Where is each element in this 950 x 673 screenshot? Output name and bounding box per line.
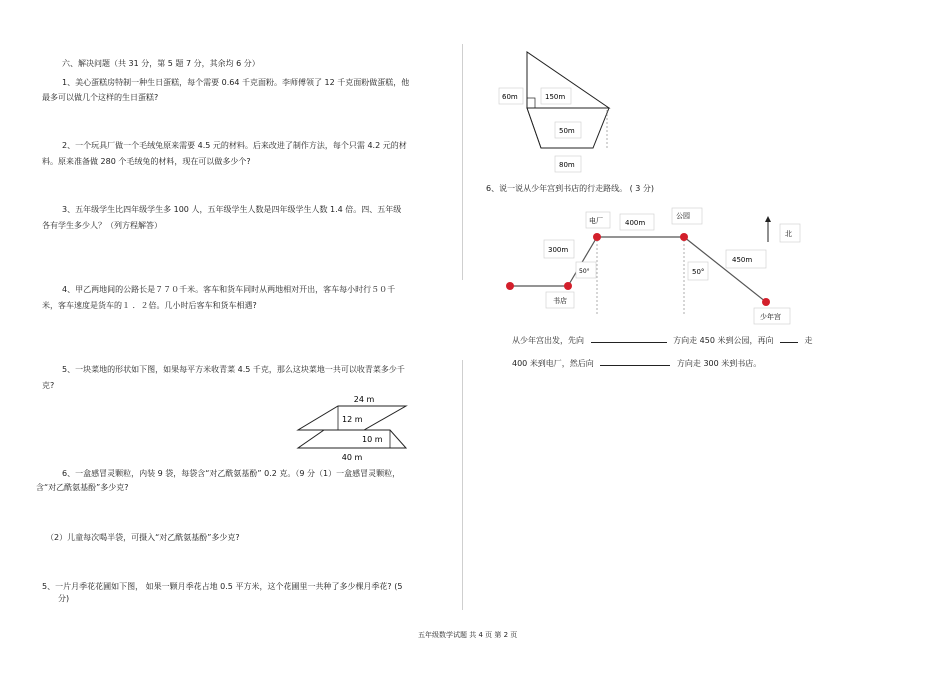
section-title: 六、解决问题（共 31 分，第 5 题 7 分，其余均 6 分） xyxy=(62,59,260,68)
route-question: 6、说一说从少年宫到书店的行走路线。 ( 3 分) xyxy=(486,184,655,193)
label-d400: 400m xyxy=(625,219,646,227)
fig-garden-bottom: 80m xyxy=(559,161,575,169)
left-column-edge xyxy=(462,44,463,280)
q4-line1: 4、甲乙两地间的公路长是７７０千米。客车和货车同时从两地相对开出，客车每小时行５０千 xyxy=(62,285,396,294)
q3-line1: 3、五年级学生比四年级学生多 100 人，五年级学生人数是四年级学生人数 1.4 倍。四、五年级 xyxy=(62,205,402,214)
label-angle1: 50° xyxy=(579,268,590,275)
blank-direction-2[interactable] xyxy=(780,334,798,343)
route-ans1c: 走 xyxy=(804,336,813,345)
left-column-edge-lower xyxy=(462,360,463,610)
q6-sub2: （2）儿童每次喝半袋，可摄入“对乙酰氨基酚”多少克? xyxy=(46,533,240,542)
label-park: 公园 xyxy=(676,212,690,220)
point-power-plant xyxy=(593,233,601,241)
north-arrow-icon xyxy=(765,216,771,242)
q1-line2: 最多可以做几个这样的生日蛋糕? xyxy=(42,93,159,102)
route-answer-line2 xyxy=(512,357,761,369)
route-map xyxy=(500,200,800,330)
q3-line2: 各有学生多少人？（列方程解答） xyxy=(42,221,162,230)
fig-veg-height1: 12 m xyxy=(342,415,363,424)
fig-garden-left: 60m xyxy=(502,93,518,101)
route-ans1a: 从少年宫出发，先向 xyxy=(512,336,584,345)
route-answer-line1 xyxy=(512,334,813,346)
q5-line2: 克? xyxy=(42,381,55,390)
fig-garden-top: 150m xyxy=(545,93,566,101)
page-footer: 五年级数学试题 共 4 页 第 2 页 xyxy=(418,631,518,639)
label-d450: 450m xyxy=(732,256,753,264)
q1-line1: 1、美心蛋糕房特制一种生日蛋糕，每个需要 0.64 千克面粉。李师傅领了 12 千克面粉做蛋糕，他 xyxy=(62,78,410,87)
point-youth-palace xyxy=(762,298,770,306)
q2-line2: 料。原来准备做 280 个毛绒兔的材料，现在可以做多少个? xyxy=(42,157,251,166)
point-start xyxy=(506,282,514,290)
route-ans2a: 400 米到电厂，然后向 xyxy=(512,359,594,368)
route-ans1b: 方向走 450 米到公园，再向 xyxy=(673,336,774,345)
fig-veg-height2: 10 m xyxy=(362,435,383,444)
q2-line1: 2、一个玩具厂做一个毛绒兔原来需要 4.5 元的材料。后来改进了制作方法，每个只需 4.2 元的材 xyxy=(62,141,407,150)
label-youth-palace: 少年宫 xyxy=(760,313,781,321)
label-d300: 300m xyxy=(548,246,569,254)
label-angle2: 50° xyxy=(692,268,705,276)
label-power-plant: 电厂 xyxy=(589,217,603,225)
vegetable-plot-figure xyxy=(294,392,414,462)
q7-line1: 5、一片月季花花圃如下图， 如果一颗月季花占地 0.5 平方米，这个花圃里一共种了多少棵月季花? (5 xyxy=(42,582,403,591)
point-park xyxy=(680,233,688,241)
q6-line2: 含“对乙酰氨基酚”多少克? xyxy=(36,483,129,492)
q7-line2: 分) xyxy=(58,594,70,603)
point-bookstore xyxy=(564,282,572,290)
q4-line2: 米，客车速度是货车的１ ．２倍。几小时后客车和货车相遇? xyxy=(42,301,257,310)
label-north: 北 xyxy=(785,230,792,238)
blank-direction-1[interactable] xyxy=(591,334,667,343)
label-bookstore: 书店 xyxy=(553,297,567,305)
fig-veg-bottom: 40 m xyxy=(341,453,363,462)
blank-direction-3[interactable] xyxy=(600,357,670,366)
garden-figure xyxy=(497,48,627,178)
q5-line1: 5、一块菜地的形状如下图，如果每平方米收青菜 4.5 千克，那么这块菜地一共可以收青菜多少千 xyxy=(62,365,405,374)
fig-garden-mid: 50m xyxy=(559,127,575,135)
fig-veg-top: 24 m xyxy=(353,395,375,404)
q6-line1: 6、一盒感冒灵颗粒，内装 9 袋，每袋含“对乙酰氨基酚” 0.2 克。（9 分（1）一盒感冒灵颗粒， xyxy=(62,469,401,478)
route-ans2b: 方向走 300 米到书店。 xyxy=(676,359,762,368)
